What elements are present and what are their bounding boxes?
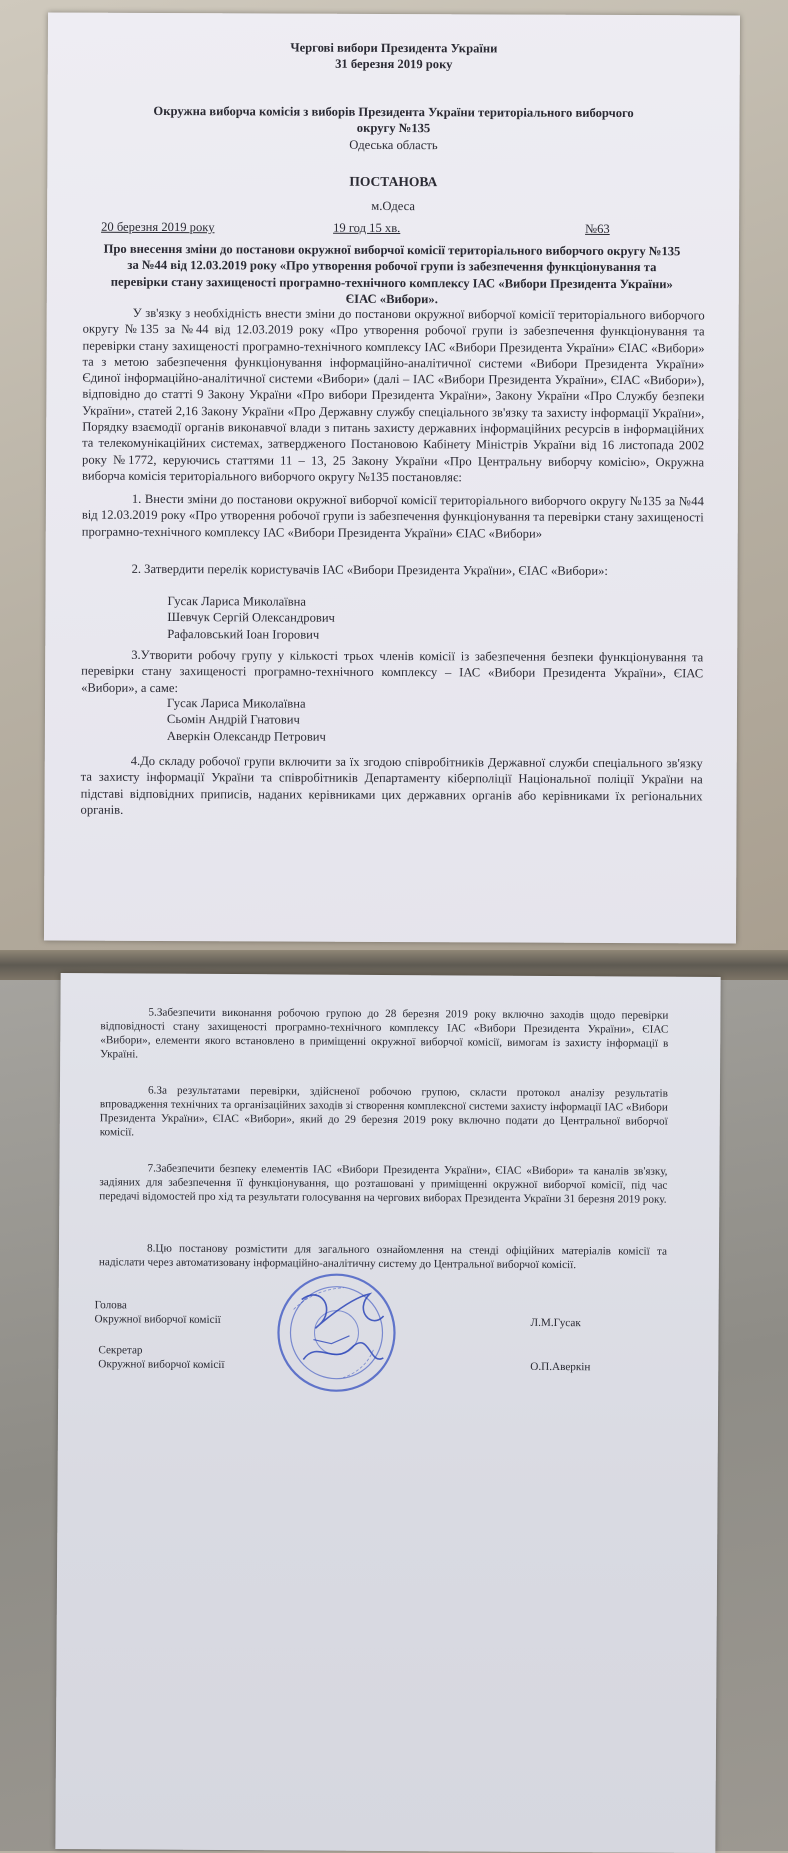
document-page-2 <box>55 973 720 1853</box>
document-subject: Про внесення зміни до постанови окружної виборчої комісії територіального виборчого округу №135 за №44 від 12.03.2019 року «Про утворення робочої групи із забезпечення функціонування та перевірки стану захищеності програмно-технічного комплексу ІАС «Вибори Президента України» ЄІАС «Вибори». <box>103 241 681 307</box>
signature-block-chair <box>95 1298 221 1327</box>
list-item: Шевчук Сергій Олександрович <box>167 610 335 626</box>
list-item: Сьомін Андрій Гнатович <box>166 712 300 727</box>
item-2-names <box>81 593 703 645</box>
signature-block-secretary <box>98 1343 224 1372</box>
secretary-body: Окружної виборчої комісії <box>98 1358 225 1372</box>
commission-name-line1: Окружна виборча комісія з виборів Президента України територіального виборчого <box>153 103 634 121</box>
document-time: 19 год 15 хв. <box>333 220 401 236</box>
list-item: Рафаловський Іоан Ігорович <box>167 626 320 642</box>
list-item: Аверкін Олександр Петрович <box>166 728 326 744</box>
document-city: м.Одеса <box>371 198 416 214</box>
commission-header <box>67 103 719 155</box>
commission-name-line2: округу №135 <box>356 121 431 136</box>
list-item: Гусак Лариса Миколаївна <box>166 696 306 711</box>
item-7: 7.Забезпечити безпеку елементів ІАС «Вибори Президента України», ЄІАС «Вибори» та каналів зв'язку, задіяних для забезпечення її функціонування, що розташовані у приміщенні окружної виборчої комісії, під час передачі відомостей про хід та результати голосування на чергових виборах Президента України 31 березня 2019 року. <box>99 1162 668 1206</box>
official-stamp-icon <box>273 1269 400 1396</box>
preamble: У зв'язку з необхідність внести зміни до постанови окружної виборчої комісії територіального виборчого округу №135 за №44 від 12.03.2019 року «Про утворення робочої групи із забезпечення функціонування та перевірки стану захищеності програмно-технічного комплексу ІАС «Вибори Президента України» ЄІАС «Вибори» та з метою забезпечення функціонування інформаційно-аналітичної системи «Вибори Президента України» Єдиної інформаційно-аналітичної системи «Вибори» (далі – ІАС «Вибори Президента України», ЄІАС «Вибори»), відповідно до статті 9 Закону України «Про вибори Президента України», Закону України «Про Службу безпеки України», статей 2,16 Закону України «Про Державну службу спеціального зв'язку та захисту інформації України», Порядку взаємодії органів виконавчої влади з питань захисту державних інформаційних ресурсів в інформаційних та телекомунікаційних системах, затвердженого Постановою Кабінету Міністрів України від 16 листопада 2002 року №1772, керуючись статтями 11 – 13, 25 Закону України «Про Центральну виборчу комісію», Окружна виборча комісія територіального виборчого округу №135 постановляє: <box>81 305 705 485</box>
election-date: 31 березня 2019 року <box>335 57 453 72</box>
document-type: ПОСТАНОВА <box>349 173 438 190</box>
item-3-names <box>81 695 703 747</box>
election-header <box>48 38 740 74</box>
document-date: 20 березня 2019 року <box>101 219 215 235</box>
secretary-title: Секретар <box>98 1344 143 1357</box>
item-5: 5.Забезпечити виконання робочою групою до 28 березня 2019 року включно заходів щодо перевірки відповідності стану захищеності програмно-технічного комплексу ІАС «Вибори Президента України», ЄІАС «Вибори», елементи якого встановлено в приміщенні окружної виборчої комісії, вимогам із захисту інформації в Україні. <box>100 1006 669 1061</box>
document-number: №63 <box>585 221 610 236</box>
item-8: 8.Цю постанову розмістити для загального ознайомлення на стенді офіційних матеріалів комісії та надіслати через автоматизовану інформаційно-аналітичну систему до Центральної виборчої комісії. <box>98 1242 668 1272</box>
election-title: Чергові вибори Президента України <box>290 40 498 56</box>
item-2: 2. Затвердити перелік користувачів ІАС «Вибори Президента України», ЄІАС «Вибори»: <box>131 561 608 578</box>
chair-title: Голова <box>94 1299 127 1312</box>
list-item: Гусак Лариса Миколаївна <box>167 594 307 609</box>
document-page-1 <box>44 12 740 943</box>
chair-body: Окружної виборчої комісії <box>94 1313 221 1326</box>
item-3: 3.Утворити робочу групу у кількості трьох членів комісії із забезпечення безпеки функціонування та перевірки стану захищеності програмно-технічного комплексу – ІАС «Вибори Президента України», ЄІАС «Вибори», а саме: <box>81 647 704 695</box>
item-1: 1. Внести зміни до постанови окружної виборчої комісії територіального виборчого округу №135 за №44 від 12.03.2019 року «Про утворення робочої групи із забезпечення функціонування та перевірки стану захищеності програмно-технічного комплексу ІАС «Вибори Президента України» ЄІАС «Вибори» <box>81 491 704 541</box>
secretary-name: О.П.Аверкін <box>530 1360 591 1374</box>
item-6: 6.За результатами перевірки, здійсненої робочою групою, скласти протокол аналізу результатів впровадження технічних та організаційних заходів зі створення комплексної системи захисту інформації ІАС «Вибори Президента України», ЄІАС «Вибори», який до 29 березня 2019 року включно подати до Центральної виборчої комісії. <box>99 1084 668 1139</box>
chair-name: Л.М.Гусак <box>530 1316 581 1330</box>
region: Одеська область <box>349 137 438 152</box>
item-4: 4.До складу робочої групи включити за їх згодою співробітників Державної служби спеціального зв'язку та захисту інформації України та співробітників Департаменту кіберполіції Національної поліції України на підставі відповідних приписів, наданих керівниками цих державних органів або керівниками їх регіональних органів. <box>80 753 703 817</box>
